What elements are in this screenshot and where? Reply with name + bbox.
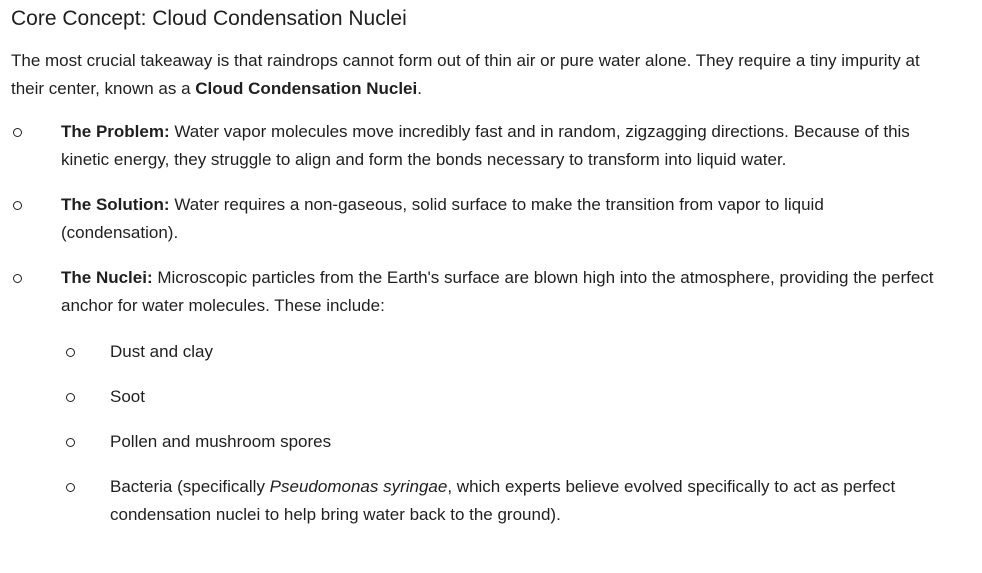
- sublist-item-before: Bacteria (specifically: [110, 477, 270, 496]
- list-item-text: [61, 118, 941, 174]
- intro-paragraph: [11, 47, 931, 103]
- list-item-nuclei: [11, 264, 971, 529]
- document-content: [11, 0, 971, 529]
- list-item-label: The Problem:: [61, 122, 170, 141]
- sublist-item: [61, 383, 971, 411]
- list-item-solution: [11, 191, 971, 247]
- list-item-text: [61, 191, 941, 247]
- intro-text: The most crucial takeaway is that raindrops cannot form out of thin air or pure water alone. They require a tiny impurity at their center, known as a: [11, 51, 920, 98]
- sublist-item-after: , which experts believe evolved specifically to act as perfect condensation nuclei to help bring water back to the ground).: [110, 477, 896, 524]
- species-name: Pseudomonas syringae: [269, 477, 448, 496]
- concept-list: [11, 118, 971, 529]
- list-item-body: Water requires a non-gaseous, solid surface to make the transition from vapor to liquid (condensation).: [61, 195, 824, 242]
- hollow-bullet-icon: [13, 201, 22, 210]
- list-item-body: Water vapor molecules move incredibly fast and in random, zigzagging directions. Because of this kinetic energy, they struggle to align and form the bonds necessary to transform into liquid water.: [61, 122, 910, 169]
- sublist-item: [61, 473, 971, 529]
- sublist-item-text: Dust and clay: [110, 342, 213, 361]
- sublist-item: [61, 338, 971, 366]
- hollow-bullet-icon: [13, 274, 22, 283]
- list-item-body: Microscopic particles from the Earth's surface are blown high into the atmosphere, providing the perfect anchor for water molecules. These include:: [61, 268, 934, 315]
- hollow-bullet-icon: [66, 348, 75, 357]
- sublist-item-text: [110, 473, 950, 529]
- hollow-bullet-icon: [66, 438, 75, 447]
- list-item-label: The Nuclei:: [61, 268, 153, 287]
- list-item-label: The Solution:: [61, 195, 170, 214]
- hollow-bullet-icon: [66, 483, 75, 492]
- sublist-item: [61, 428, 971, 456]
- hollow-bullet-icon: [66, 393, 75, 402]
- list-item-text: [61, 264, 941, 320]
- intro-bold-term: Cloud Condensation Nuclei: [195, 79, 418, 98]
- nuclei-sublist: [61, 338, 971, 529]
- intro-end: .: [417, 79, 422, 98]
- sublist-item-text: Pollen and mushroom spores: [110, 432, 332, 451]
- list-item-problem: [11, 118, 971, 174]
- section-heading: Core Concept: Cloud Condensation Nuclei: [11, 7, 407, 30]
- sublist-item-text: Soot: [110, 387, 145, 406]
- hollow-bullet-icon: [13, 128, 22, 137]
